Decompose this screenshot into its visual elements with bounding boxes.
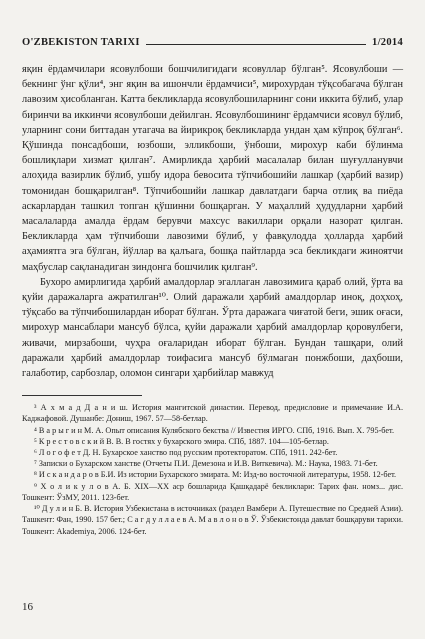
footnote: ³ А х м а д Д а н и ш. История мангитской династии. Перевод, предисловие и примечание И.А. Каджафовой. Душанбе: Дониш, 1967. 57—58-бетлар.	[22, 403, 403, 424]
header-rule	[146, 44, 366, 45]
page-number: 16	[22, 601, 33, 613]
footnote: ⁶ Л о г о ф е т Д. Н. Бухарское ханство под русским протекторатом. СПб, 1911. 242-бет.	[34, 448, 338, 458]
footnote: ⁹ Х о л и к у л о в А. Б. XIX—XX аср бошларида Қашқадарё бекликлари: Тарих фан. номз... дис. Тошкент: ЎзМУ, 2011. 123-бет.	[22, 481, 403, 502]
footnote: ⁸ И с к а н д а р о в Б.И. Из истории Бухарского эмирата. М: Изд-во восточной литературы, 1958. 12-бет.	[34, 470, 397, 480]
article-body	[22, 62, 403, 381]
paragraph-continued: яқин ёрдамчилари ясовулбоши бошчилигидаги ясовуллар бўлган⁵. Ясовулбоши — бекнинг ўнг қўли⁴, энг яқин ва ишончли ёрдамчиси⁵, мирохурдан тўқсобагача бўлган лавозим ҳисобланган. Катта бекликларда ясовулбошиларнинг сони иккита бўлиб, улар биринчи ва иккинчи ясовулбоши дейилган. Ясовулбошининг ёрдамчиси ясовул бўлиб, уларнинг сони биттадан утагача ва йирикроқ бекликларда ундан ҳам кўпроқ бўлган⁶. Қўшинда понсадбоши, юзбоши, элликбоши, ўнбоши, мирохур каби бўлинма бошлиқлари хизмат қилган⁷. Амирликда ҳарбий масалалар билан шуғулланувчи алоҳида вазирлик бўлиб, ушбу идора бевосита тўпчибошийи лашкар (ҳарбий вазир) томонидан бошқарилган⁸. Тўпчибошийи лашкар давлатдаги барча отлиқ ва пиёда аскарлардан ташкил топган қўшинни бошқарган. У маҳаллий ҳудудларни ҳарбий масалаларда амалда ёрдам берувчи махсус вакиллари орқали назорат қилган. Бекликларда ҳам тўпчибоши лавозими бўлиб, у фавқулодда ҳолларда ҳарбий аҳамиятга эга бўлган, йўллар ва қалъага, бошқа пайтларда эса бекликдаги жиноятчи маҳбуслар сақланадиган зиндонга бошчилик қилган⁹.	[22, 64, 403, 273]
footnote: ⁵ К р е с т о в с к и й В. В. В гостях у бухарского эмира. СПб, 1887. 104—105-бетлар.	[34, 436, 329, 446]
footnotes	[22, 402, 403, 536]
footnote: ⁴ В а р ы г и н М. А. Опыт описания Кулябского бекства // Известия ИРГО. СПб, 1916. Вып. Х. 795-бет.	[34, 425, 394, 435]
running-header	[22, 28, 403, 48]
journal-title: O'ZBEKISTON TARIXI	[22, 37, 140, 48]
footnote-separator	[22, 395, 142, 396]
issue-number: 1/2014	[372, 37, 403, 48]
footnote: ¹⁰ Д у л и н Б. В. История Узбекистана в источниках (раздел Вамбери А. Путешествие по Средней Азии). Ташкент: Фан, 1990. 157 бет.; С а г д у л л а е в А. М а в л о н о в Ў. Ўзбекистонда давлат бошқаруви тарихи. Тошкент: Akademiya, 2006. 124-бет.	[22, 504, 403, 536]
paragraph: Бухоро амирлигида ҳарбий амалдорлар эгаллаган лавозимига қараб олий, ўрта ва қуйи даражаларга ажратилган¹⁰. Олий даражали ҳарбий амалдорлар иноқ, доҳхоҳ, тўқсабо ва тўпчибошилардан иборат бўлган. Ўрта даражага чиғатой беги, эшик оғаси, мирохур мансаблари мансуб бўлса, қуйи даражали ҳарбий амалдорлар қоровулбеги, живачи, мирзабоши, чуҳра оғаларидан иборат бўлган. Бундан ташқари, олий даражали ҳарбий амалдорлар тоифасига мансуб бўлмаган понжбоши, даҳбоши, галаботир, сарбозлар, оломон сингари ҳарбийлар мавжуд	[22, 276, 403, 380]
footnote: ⁷ Записки о Бухарском ханстве (Отчеты П.И. Демезона и И.В. Виткевича). М.: Наука, 1983. 71-бет.	[34, 459, 378, 469]
